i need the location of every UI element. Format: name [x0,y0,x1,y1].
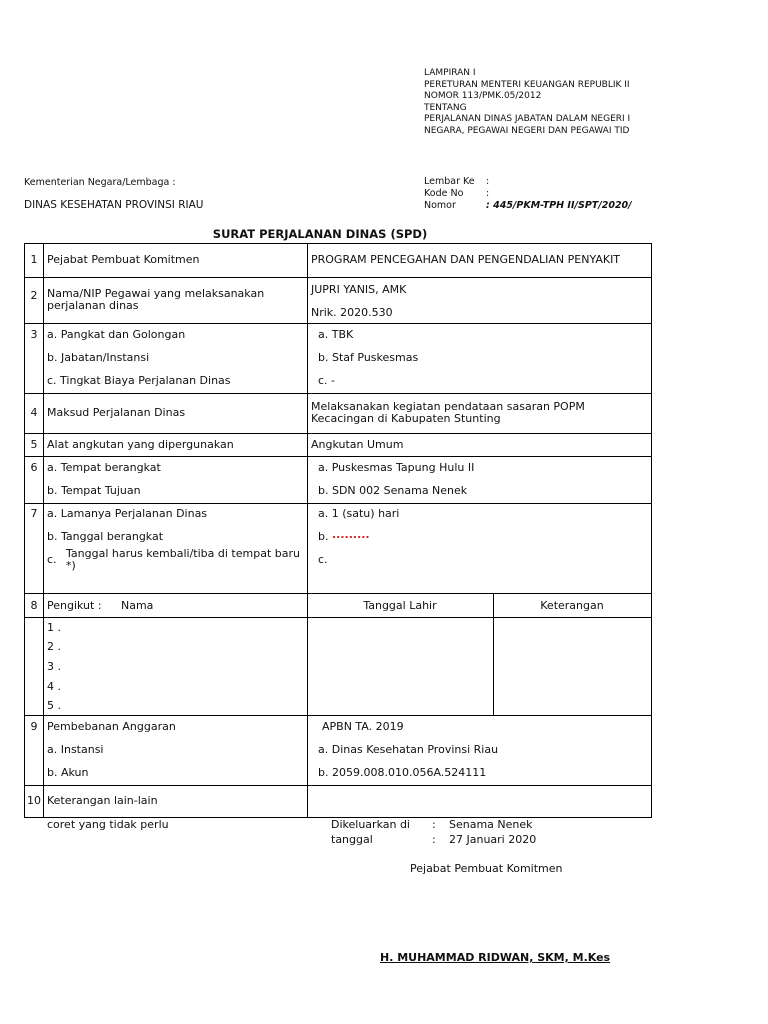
document-title: SURAT PERJALANAN DINAS (SPD) [212,227,428,241]
pengikut-item: 3 . [47,660,61,673]
row-number: 3 [30,328,38,341]
pengikut-item: 1 . [47,621,61,634]
row7-label-c-prefix: c. [47,553,57,566]
row10-label: Keterangan lain-lain [47,794,158,807]
lampiran-line: TENTANG [424,102,467,113]
pengikut-item: 2 . [47,640,61,653]
pengikut-item: 5 . [47,699,61,712]
row-number: 8 [30,599,38,612]
row9-value-a: a. Dinas Kesehatan Provinsi Riau [318,743,499,756]
row7-value-a: a. 1 (satu) hari [318,507,400,520]
row1-label: Pejabat Pembuat Komitmen [47,253,200,266]
kode-label: Kode No [424,188,464,199]
kementerian-label: Kementerian Negara/Lembaga : [24,177,176,188]
dikeluarkan-label: Dikeluarkan di [331,818,410,831]
coret-note: coret yang tidak perlu [47,818,169,831]
row5-value: Angkutan Umum [311,438,404,451]
row3-label-c: c. Tingkat Biaya Perjalanan Dinas [47,374,231,387]
row-number: 6 [30,461,38,474]
kode-colon: : [486,188,490,199]
row3-label-b: b. Jabatan/Instansi [47,351,150,364]
row3-value-b: b. Staf Puskesmas [318,351,419,364]
row4-label: Maksud Perjalanan Dinas [47,406,186,419]
row7-value-b-dots: ......... [332,528,370,541]
lembar-label: Lembar Ke [424,176,475,187]
tanggal-value: 27 Januari 2020 [449,833,537,846]
row8-ket-header: Keterangan [540,599,604,612]
row1-value: PROGRAM PENCEGAHAN DAN PENGENDALIAN PENYAKIT [311,253,621,266]
nomor-value: : 445/PKM-TPH II/SPT/2020/ [486,200,632,211]
row9-value-b: b. 2059.008.010.056A.524111 [318,766,487,779]
tanggal-label: tanggal [331,833,373,846]
row-number: 4 [30,406,38,419]
row2-value-nrik: Nrik. 2020.530 [311,306,393,319]
row9-label: Pembebanan Anggaran [47,720,176,733]
row3-label-a: a. Pangkat dan Golongan [47,328,186,341]
row7-value-c: c. [318,553,328,566]
pengikut-item: 4 . [47,680,61,693]
nomor-label: Nomor [424,200,456,211]
row9-label-a: a. Instansi [47,743,104,756]
row-number: 9 [30,720,38,733]
lampiran-line: PERJALANAN DINAS JABATAN DALAM NEGERI I [424,114,631,124]
row4-value: Melaksanakan kegiatan pendataan sasaran POPM Kecacingan di Kabupaten Stunting [311,400,585,425]
row7-label-c: Tanggal harus kembali/tiba di tempat baru *) [66,547,300,572]
row2-label: Nama/NIP Pegawai yang melaksanakan perjalanan dinas [47,287,265,312]
lembar-colon: : [486,176,490,187]
row6-value-a: a. Puskesmas Tapung Hulu II [318,461,475,474]
row-number: 7 [30,507,38,520]
row2-value-name: JUPRI YANIS, AMK [311,283,407,296]
row9-label-b: b. Akun [47,766,89,779]
lampiran-line: NOMOR 113/PMK.05/2012 [424,91,542,101]
lampiran-line: NEGARA, PEGAWAI NEGERI DAN PEGAWAI TID [424,125,630,136]
row8-label: Pengikut : [47,599,102,612]
instansi-name: DINAS KESEHATAN PROVINSI RIAU [24,199,204,211]
row-number: 1 [30,253,38,266]
row6-label-a: a. Tempat berangkat [47,461,161,474]
row6-label-b: b. Tempat Tujuan [47,484,141,497]
row7-value-b-prefix: b. [318,530,329,543]
pejabat-title: Pejabat Pembuat Komitmen [410,862,563,875]
lampiran-line: PERETURAN MENTERI KEUANGAN REPUBLIK II [424,79,630,90]
row3-value-c: c. - [318,374,336,387]
row8-tgl-header: Tanggal Lahir [363,599,437,612]
row3-value-a: a. TBK [318,328,354,341]
lampiran-block [424,68,768,137]
tanggal-colon: : [432,833,436,846]
row5-label: Alat angkutan yang dipergunakan [47,438,234,451]
row8-nama-header: Nama [121,599,154,612]
row-number: 10 [27,794,41,807]
dikeluarkan-value: Senama Nenek [449,818,533,831]
row7-label-a: a. Lamanya Perjalanan Dinas [47,507,208,520]
row-number: 5 [30,438,38,451]
row6-value-b: b. SDN 002 Senama Nenek [318,484,468,497]
row7-label-b: b. Tanggal berangkat [47,530,164,543]
dikeluarkan-colon: : [432,818,436,831]
row9-value-apbn: APBN TA. 2019 [322,720,404,733]
pejabat-name: H. MUHAMMAD RIDWAN, SKM, M.Kes [380,951,611,964]
lampiran-line: LAMPIRAN I [424,68,476,78]
row-number: 2 [30,289,38,302]
